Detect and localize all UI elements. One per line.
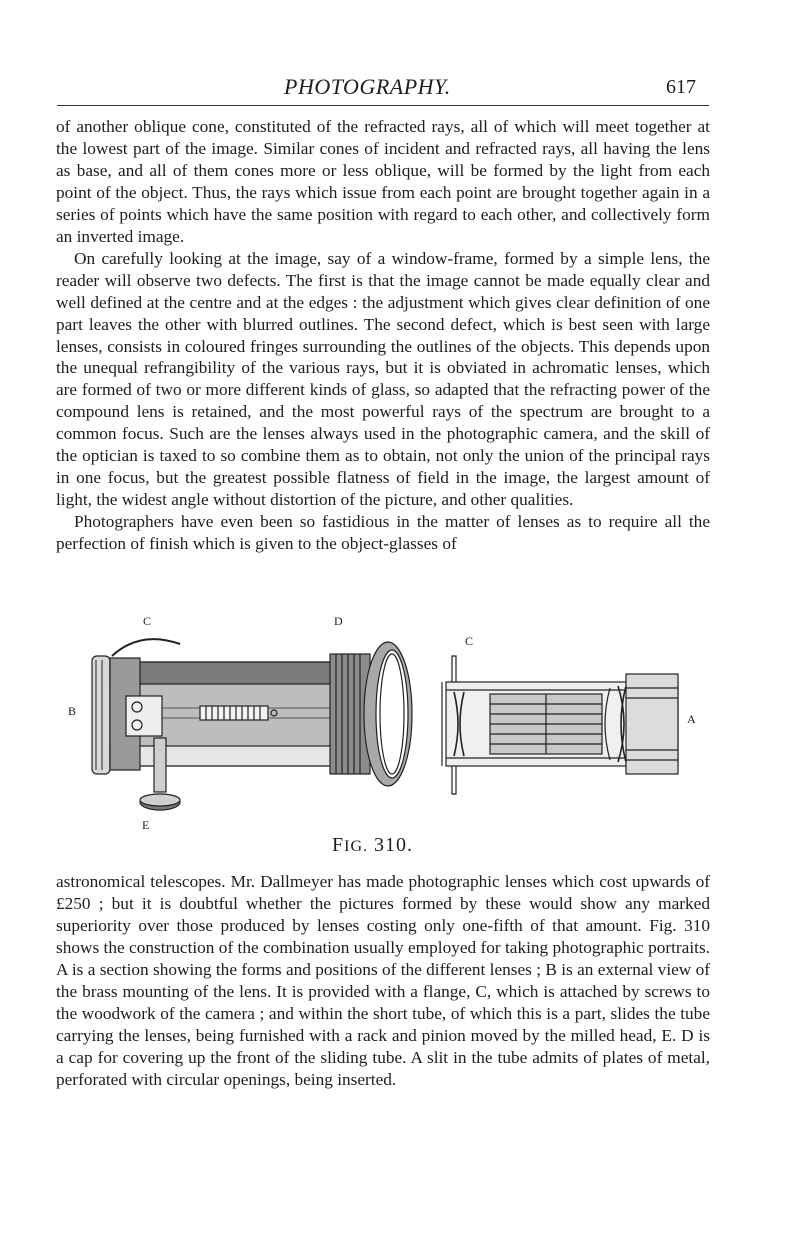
paragraph: Photographers have even been so fastidious in the matter of lenses as to require all the perfection of finish which is given to the object-glasses of [56, 512, 710, 554]
figure-caption [332, 834, 413, 857]
lens-section-a [442, 656, 678, 794]
label-e: E [142, 818, 150, 832]
lens-external-view-b [92, 639, 370, 810]
label-a: A [687, 712, 696, 726]
label-b: B [68, 704, 77, 718]
running-title: PHOTOGRAPHY. [284, 74, 451, 99]
page-header [0, 74, 800, 104]
label-c-right: C [465, 634, 474, 648]
paragraph: of another oblique cone, constituted of the refracted rays, all of which will meet together at the lowest part of the image. Similar cones of incident and refracted rays, all having the lens as base, and all of them cones more or less oblique, will be formed by the light from each point of the object. Thus, the rays which issue from each point are brought together again in a series of points which have the same position with regard to each other, and collectively form an inverted image. [56, 117, 710, 246]
paragraph: On carefully looking at the image, say of a window-frame, formed by a simple lens, the reader will observe two defects. The first is that the image cannot be made equally clear and well defined at the centre and at the edges : the adjustment which gives clear definition of one part leaves the other with blurred outlines. The second defect, which is best seen with large lenses, consists in coloured fringes surrounding the outlines of the objects. This depends upon the unequal refrangibility of the various rays, but it is obviated in achromatic lenses, which are formed of two or more different kinds of glass, so adapted that the refracting power of the compound lens is retained, and the most powerful rays of the spectrum are brought to a common focus. Such are the lenses always used in the photographic camera, and the skill of the optician is taxed to so combine them as to obtain, not only the union of the principal rays in one focus, but the greatest possible flatness of field in the image, the largest amount of light, the widest angle without distortion of the picture, and other qualities. [56, 248, 710, 510]
lens-illustration [70, 618, 710, 828]
figure-310 [68, 614, 710, 866]
caption-prefix: F [332, 834, 345, 856]
lens-cap-d [364, 642, 412, 786]
label-c-left: C [143, 614, 152, 628]
caption-smallcaps: IG. [344, 838, 369, 855]
caption-number: 310. [374, 834, 414, 856]
header-rule [57, 105, 709, 106]
body-text-bottom [56, 871, 710, 1091]
paragraph: astronomical telescopes. Mr. Dallmeyer has made photographic lenses which cost upwards of £250 ; but it is doubtful whether the pictures formed by these would show any marked superiority over those produced by lenses costing only one-fifth of that amount. Fig. 310 shows the construction of the combination usually employed for taking photographic portraits. A is a section showing the forms and positions of the different lenses ; B is an external view of the brass mounting of the lens. It is provided with a flange, C, which is attached by screws to the woodwork of the camera ; and within the short tube, of which this is a part, slides the tube carrying the lenses, being furnished with a rack and pinion moved by the milled head, E. D is a cap for covering up the front of the sliding tube. A slit in the tube admits of plates of metal, perforated with circular openings, being inserted. [56, 872, 710, 1089]
body-text-top [56, 116, 710, 555]
page-number: 617 [666, 76, 696, 98]
label-d: D [334, 614, 343, 628]
